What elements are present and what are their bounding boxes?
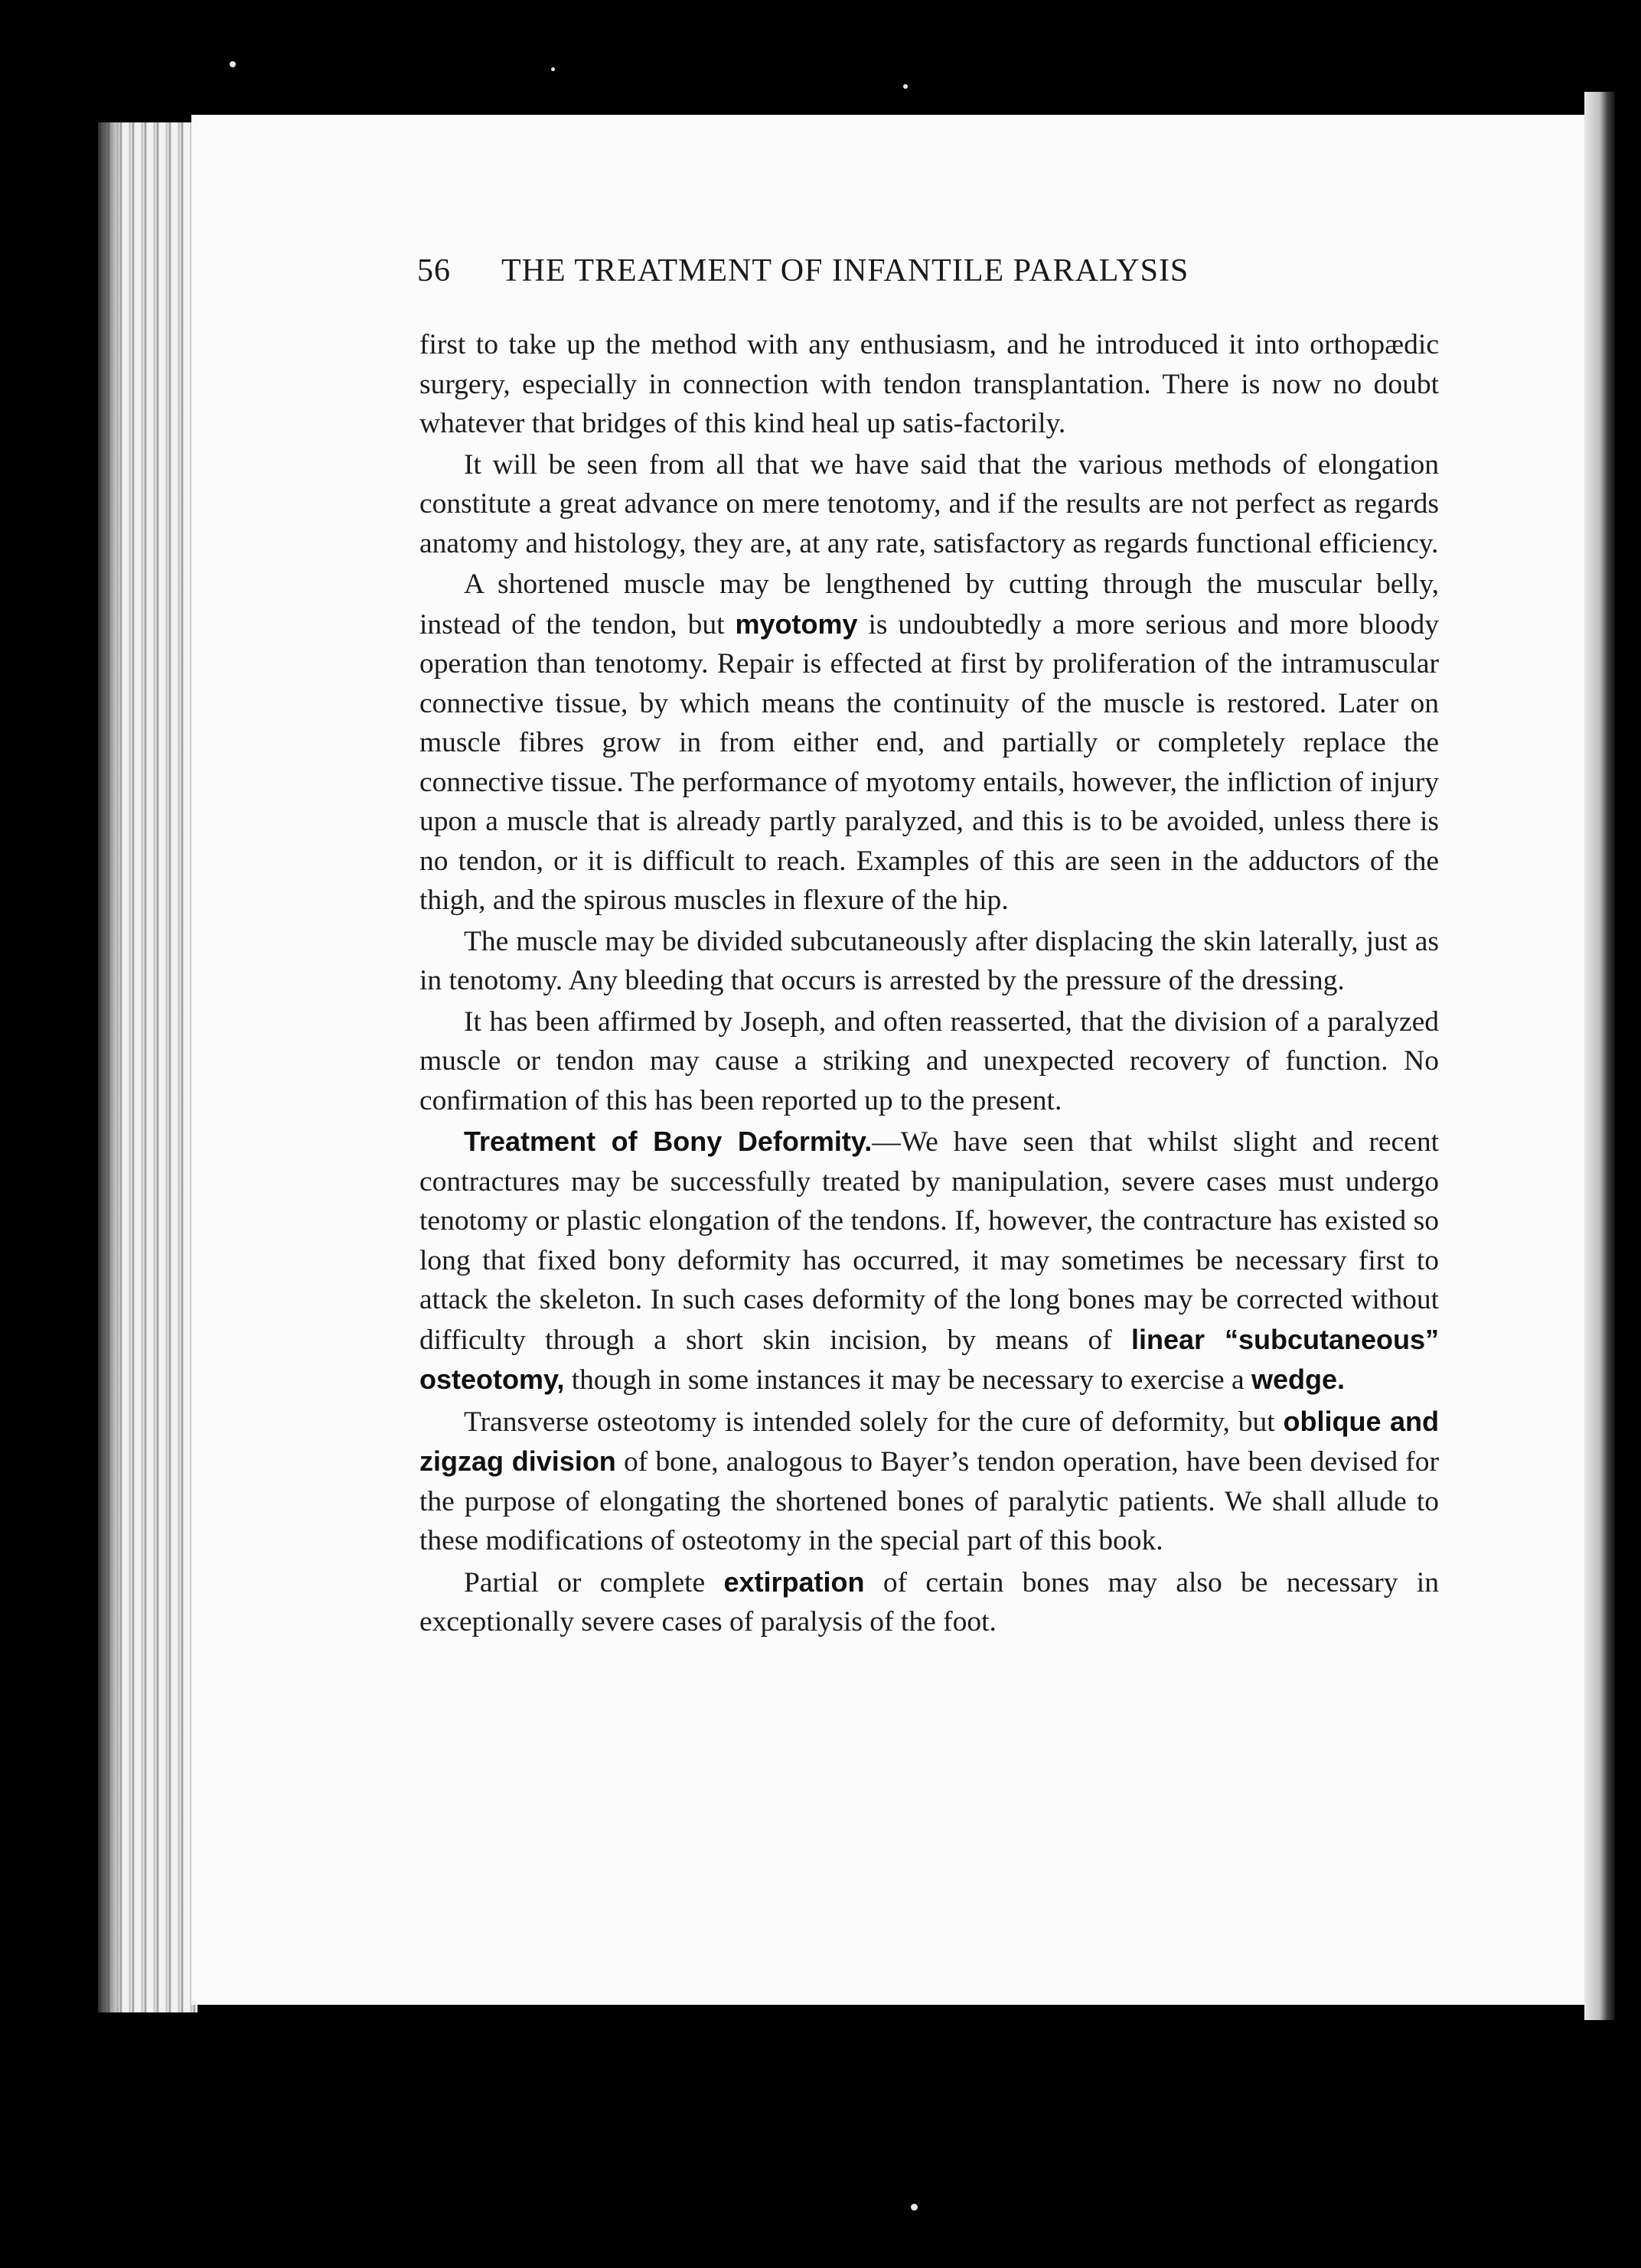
dust-speck: [230, 61, 236, 67]
dust-speck: [903, 84, 908, 89]
paragraph: first to take up the method with any enthusiasm, and he introduced it into orthopædic surgery, especially in connection with tendon transplantation. There is now no doubt whatever that bridges of this kind heal up satis-factorily.: [419, 329, 1439, 439]
paragraph: Treatment of Bony Deformity.—We have seen that whilst slight and recent contractures may be successfully treated by manipulation, severe cases must undergo tenotomy or plastic elongation of the tendons. If, however, the contracture has existed so long that fixed bony deformity has occurred, it may sometimes be necessary first to attack the skeleton. In such cases deformity of the long bones may be corrected without difficulty through a short skin incision, by means of linear “subcutaneous” osteotomy, though in some instances it may be necessary to exercise a wedge.: [419, 1126, 1439, 1396]
running-title: THE TREATMENT OF INFANTILE PARALYSIS: [501, 253, 1189, 288]
emphasis-term: myotomy: [735, 608, 858, 640]
emphasis-term: wedge.: [1251, 1364, 1346, 1395]
section-heading: Treatment of Bony Deformity.: [464, 1126, 873, 1157]
emphasis-term: oblique and zigzag division: [419, 1405, 1439, 1477]
page-edges-shadow: [98, 122, 121, 2012]
page-edge-right: [1584, 92, 1615, 2020]
paragraph: Partial or complete extirpation of certain bones may also be necessary in exceptionally severe cases of paralysis of the foot.: [419, 1566, 1439, 1637]
paragraph: Transverse osteotomy is intended solely for the cure of deformity, but oblique and zigzag division of bone, analogous to Bayer’s tendon operation, have been devised for the purpose of elongating the shortened bones of paralytic patients. We shall allude to these modifications of osteotomy in the special part of this book.: [419, 1405, 1440, 1556]
body-text: [419, 325, 1439, 1644]
emphasis-term: linear “subcutaneous” osteotomy,: [419, 1323, 1439, 1395]
dust-speck: [551, 67, 555, 71]
running-header: [417, 253, 1443, 289]
paragraph: A shortened muscle may be lengthened by cutting through the muscular belly, instead of the tendon, but myotomy is undoubtedly a more serious and more bloody operation than tenotomy. Repair is effected at first by proliferation of the intramuscular connective tissue, by which means the continuity of the muscle is restored. Later on muscle fibres grow in from either end, and partially or completely replace the connective tissue. The performance of myotomy entails, however, the infliction of injury upon a muscle that is already partly paralyzed, and this is to be avoided, unless there is no tendon, or it is difficult to reach. Examples of this are seen in the adductors of the thigh, and the spirous muscles in flexure of the hip.: [419, 569, 1439, 916]
page-number: 56: [417, 253, 451, 288]
dust-speck: [911, 2204, 918, 2211]
emphasis-term: extirpation: [723, 1566, 865, 1598]
page-edges-left: [98, 122, 197, 2012]
paragraph: It will be seen from all that we have said that the various methods of elongation constitute a great advance on mere tenotomy, and if the results are not perfect as regards anatomy and histology, they are, at any rate, satisfactory as regards functional efficiency.: [419, 448, 1439, 559]
paragraph: The muscle may be divided subcutaneously after displacing the skin laterally, just as in tenotomy. Any bleeding that occurs is arrested by the pressure of the dressing.: [419, 925, 1439, 996]
paragraph: It has been affirmed by Joseph, and often reasserted, that the division of a paralyzed muscle or tendon may cause a striking and unexpected recovery of function. No confirmation of this has been reported up to the present.: [419, 1005, 1439, 1116]
